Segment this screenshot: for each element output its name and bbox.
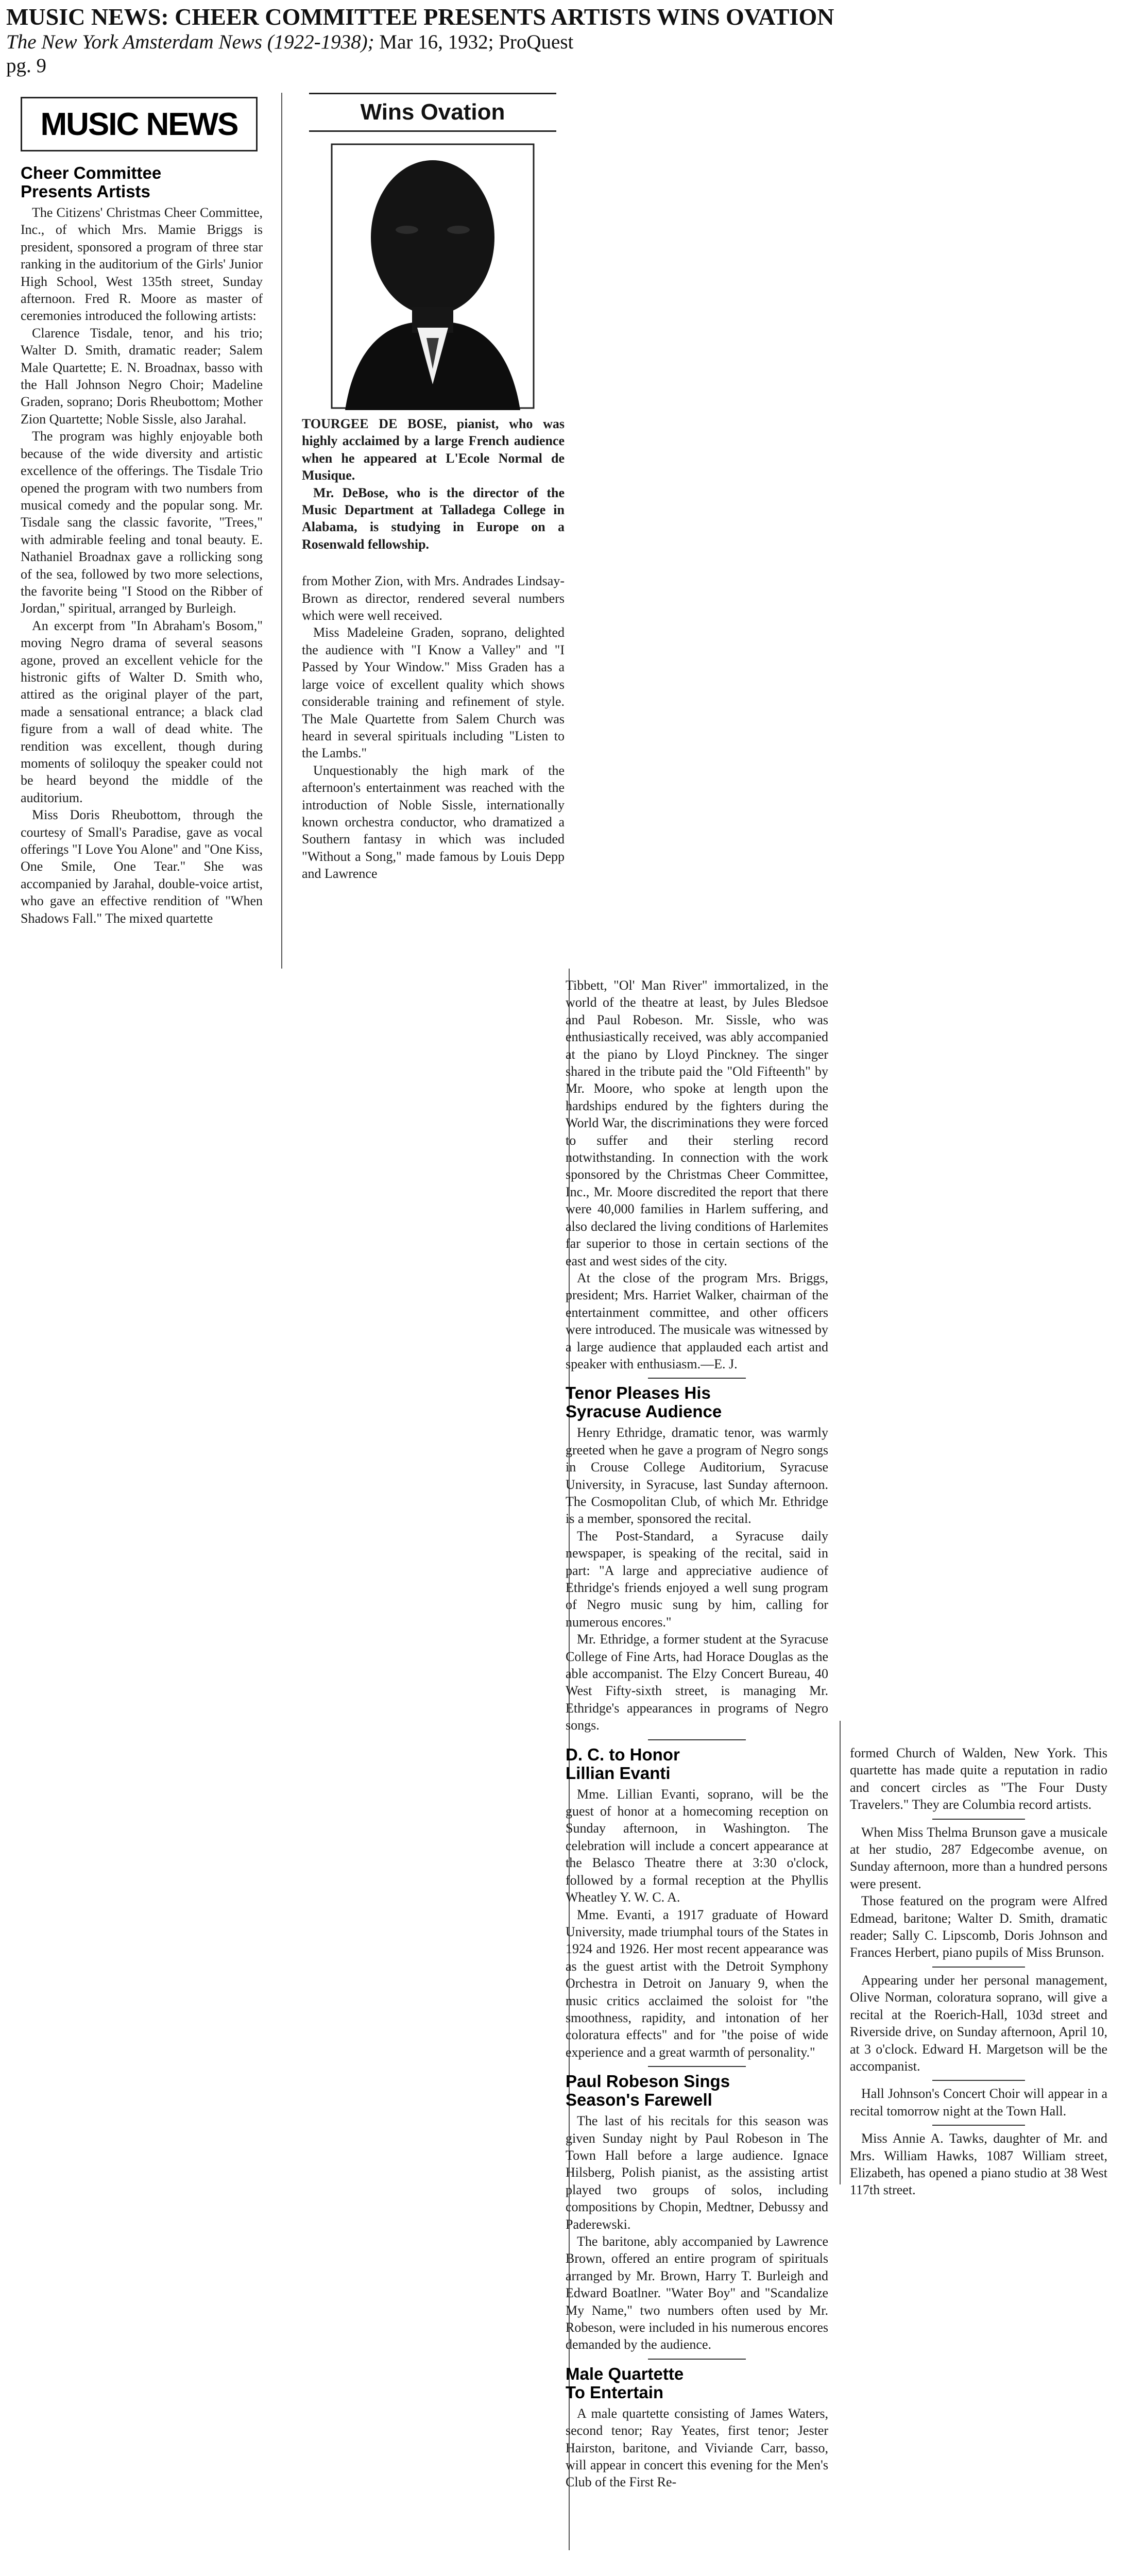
- column-cheer-committee: [21, 159, 263, 927]
- portrait-photo: [330, 142, 536, 410]
- music-news-logo: MUSIC NEWS: [21, 97, 258, 151]
- column-music-items: [566, 977, 828, 2491]
- paragraph: from Mother Zion, with Mrs. Andrades Lindsay-Brown as director, rendered several numbers which were well received.: [302, 573, 565, 623]
- heading-line-2: Syracuse Audience: [566, 1402, 722, 1421]
- paragraph: Tibbett, "Ol' Man River" immortalized, in the world of the theatre at least, by Jules Bledsoe and Paul Robeson. Mr. Sissle, who was enthusiastically received, was ably accompanied at the piano by Lloyd Pinckney. The singer shared in the tribute paid the "Old Fifteenth" by Mr. Moore, who spoke at length upon the hardships endured by the fighters during the World War, the discriminations they were forced to suffer and their sterling record notwithstanding. In connection with the work sponsored by the Christmas Cheer Committee, Inc., Mr. Moore discredited the report that there were 40,000 families in Harlem suffering, and also declared the living conditions of Harlemites far superior to those in certain sections of the east and west sides of the city.: [566, 978, 828, 1268]
- paragraph: Mme. Evanti, a 1917 graduate of Howard University, made triumphal tours of the States in 1924 and 1926. Her most recent appearance was as the guest artist with the Detroit Symphony Orchestra in Detroit on January 9, when the music critics acclaimed the soloist for "the smoothness, rapidity, and intonation of her coloratura effects" and for "the poise of wide experience and a great warmth of personality.": [566, 1907, 828, 2060]
- paragraph: Mme. Lillian Evanti, soprano, will be the guest of honor at a homecoming reception on Sunday afternoon, in Washington. The celebration will include a concert appearance at the Belasco Theatre there at 3:30 o'clock, followed by a formal reception at the Phyllis Wheatley Y. W. C. A.: [566, 1786, 828, 1905]
- section-rule: [648, 2066, 746, 2067]
- heading-line-1: Tenor Pleases His: [566, 1383, 711, 1403]
- section-rule: [932, 1819, 1025, 1820]
- paragraph: An excerpt from "In Abraham's Bosom," moving Negro drama of several seasons agone, proved an excellent vehicle for the histronic gifts of Walter D. Smith who, attired as the original player of the part, made a sensational entrance; a black clad figure from a wall of dead white. The rendition was excellent, though during moments of soliloquy the speaker could not be heard beyond the middle of the auditorium.: [21, 618, 263, 805]
- paragraph: Appearing under her personal management, Olive Norman, coloratura soprano, will give a recital at the Roerich-Hall, 103d street and Riverside drive, on Sunday afternoon, April 10, at 3 o'clock. Edward H. Margetson will be the accompanist.: [850, 1972, 1107, 2074]
- heading-line-2: Season's Farewell: [566, 2090, 712, 2110]
- heading-dc-honor: [566, 1745, 828, 1783]
- paragraph: Hall Johnson's Concert Choir will appear in a recital tomorrow night at the Town Hall.: [850, 2086, 1107, 2119]
- heading-line-1: Paul Robeson Sings: [566, 2072, 730, 2091]
- column-brief-items: [850, 1744, 1107, 2199]
- heading-male-quartette: [566, 2365, 828, 2402]
- publication-name: The New York Amsterdam News (1922-1938);: [6, 31, 374, 53]
- heading-line-2: Lillian Evanti: [566, 1763, 671, 1783]
- heading-line-2: Presents Artists: [21, 182, 150, 201]
- article-headline: MUSIC NEWS: CHEER COMMITTEE PRESENTS ARTISTS WINS OVATION: [6, 4, 834, 30]
- column-divider: [281, 93, 282, 969]
- column-divider: [840, 1721, 841, 2184]
- heading-tenor-pleases: [566, 1384, 828, 1421]
- section-rule: [648, 1378, 746, 1379]
- paragraph: The last of his recitals for this season was given Sunday night by Paul Robeson in The Town Hall before a large audience. Ignace Hilsberg, Polish pianist, as the assisting artist played two groups of solos, including compositions by Chopin, Medtner, Debussy and Paderewski.: [566, 2113, 828, 2232]
- column-ovation: [302, 415, 565, 883]
- heading-paul-robeson: [566, 2072, 828, 2109]
- publication-date: Mar 16, 1932; ProQuest: [379, 31, 574, 53]
- paragraph: At the close of the program Mrs. Briggs, president; Mrs. Harriet Walker, chairman of the entertainment committee, and other officers were introduced. The musicale was witnessed by a large audience that applauded each artist and speaker with enthusiasm.—E. J.: [566, 1270, 828, 1371]
- paragraph: The program was highly enjoyable both because of the wide diversity and artistic excellence of the offerings. The Tisdale Trio opened the program with two numbers from musical comedy and the popular song. Mr. Tisdale sang the classic favorite, "Trees," with admirable feeling and tonal beauty. E. Nathaniel Broadnax gave a rollicking song of the sea, followed by two more selections, the favorite being "I Stood on the Ribber of Jordan," spiritual, arranged by Burleigh.: [21, 429, 263, 616]
- paragraph: When Miss Thelma Brunson gave a musicale at her studio, 287 Edgecombe avenue, on Sunday afternoon, more than a hundred persons were present.: [850, 1824, 1107, 1891]
- section-rule: [648, 1739, 746, 1740]
- heading-line-1: D. C. to Honor: [566, 1744, 680, 1764]
- heading-cheer-committee: [21, 164, 263, 201]
- paragraph: The baritone, ably accompanied by Lawrence Brown, offered an entire program of spirituals arranged by Mr. Brown, Harry T. Burleigh and Edward Boatlner. "Water Boy" and "Scandalize My Name," two numbers often used by Mr. Robeson, were included in his numerous encores demanded by the audience.: [566, 2234, 828, 2352]
- photo-caption: TOURGEE DE BOSE, pianist, who was highly acclaimed by a large French audience when he appeared at L'Ecole Normal de Musique.: [302, 416, 565, 483]
- paragraph: Unquestionably the high mark of the afternoon's entertainment was reached with the introduction of Noble Sissle, internationally known orchestra conductor, who dramatized a Southern fantasy in which was included "Without a Song," made famous by Louis Depp and Lawrence: [302, 762, 565, 882]
- page-number: pg. 9: [6, 55, 46, 77]
- heading-line-1: Cheer Committee: [21, 163, 162, 182]
- paragraph: Henry Ethridge, dramatic tenor, was warmly greeted when he gave a program of Negro songs in Crouse College Auditorium, Syracuse University, in Syracuse, last Sunday afternoon. The Cosmopolitan Club, of which Mr. Ethridge is a member, sponsored the recital.: [566, 1425, 828, 1527]
- heading-line-2: To Entertain: [566, 2382, 664, 2402]
- paragraph: Miss Madeleine Graden, soprano, delighted the audience with "I Know a Valley" and "I Passed by Your Window." Miss Graden has a large voice of excellent quality which shows considerable training and refinement of style. The Male Quartette from Salem Church was heard in several spirituals including "Listen to the Lambs.": [302, 625, 565, 761]
- section-rule: [932, 2125, 1025, 2126]
- paragraph: The Citizens' Christmas Cheer Committee, Inc., of which Mrs. Mamie Briggs is president, sponsored a program of three star ranking in the auditorium of the Girls' Junior High School, West 135th street, Sunday afternoon. Fred R. Moore as master of ceremonies introduced the following artists:: [21, 205, 263, 324]
- paragraph: Miss Doris Rheubottom, through the courtesy of Small's Paradise, gave as vocal offerings "I Love You Alone" and "One Kiss, One Smile, One Tear." She was accompanied by Jarahal, double-voice artist, who gave an effective rendition of "When Shadows Fall." The mixed quartette: [21, 807, 263, 926]
- section-rule: [932, 1967, 1025, 1968]
- section-rule: [932, 2080, 1025, 2081]
- paragraph: The Post-Standard, a Syracuse daily newspaper, is speaking of the recital, said in part: "A large and appreciative audience of Ethridge's friends enjoyed a well sung program of Negro music sung by him, calling for numerous encores.": [566, 1528, 828, 1630]
- paragraph: A male quartette consisting of James Waters, second tenor; Ray Yeates, first tenor; Jester Hairston, baritone, and Viviande Carr, basso, will appear in concert this evening for the Men's Club of the First Re-: [566, 2405, 828, 2490]
- ovation-title: Wins Ovation: [309, 93, 556, 132]
- paragraph: Those featured on the program were Alfred Edmead, baritone; Walter D. Smith, dramatic reader; Sally C. Lipscomb, Doris Johnson and Frances Herbert, piano pupils of Miss Brunson.: [850, 1893, 1107, 1960]
- heading-line-1: Male Quartette: [566, 2364, 684, 2383]
- paragraph: Clarence Tisdale, tenor, and his trio; Walter D. Smith, dramatic reader; Salem Male Quartette; E. N. Broadnax, basso with the Hall Johnson Negro Choir; Madeline Graden, soprano; Doris Rheubottom; Mother Zion Quartette; Noble Sissle, also Jarahal.: [21, 325, 263, 427]
- paragraph: Miss Annie A. Tawks, daughter of Mr. and Mrs. William Hawks, 1087 William street, Elizabeth, has opened a piano studio at 38 West 117th street.: [850, 2131, 1107, 2198]
- publication-line: [6, 31, 573, 54]
- photo-caption-detail: Mr. DeBose, who is the director of the Music Department at Talladega College in Alabama, is studying in Europe on a Rosenwald fellowship.: [302, 485, 565, 552]
- section-rule: [648, 2359, 746, 2360]
- paragraph: formed Church of Walden, New York. This quartette has made quite a reputation in radio and concert circles as "The Four Dusty Travelers." They are Columbia record artists.: [850, 1745, 1107, 1812]
- paragraph: Mr. Ethridge, a former student at the Syracuse College of Fine Arts, had Horace Douglas as the able accompanist. The Elzy Concert Bureau, 40 West Fifty-sixth street, is managing Mr. Ethridge's appearances in programs of Negro songs.: [566, 1632, 828, 1733]
